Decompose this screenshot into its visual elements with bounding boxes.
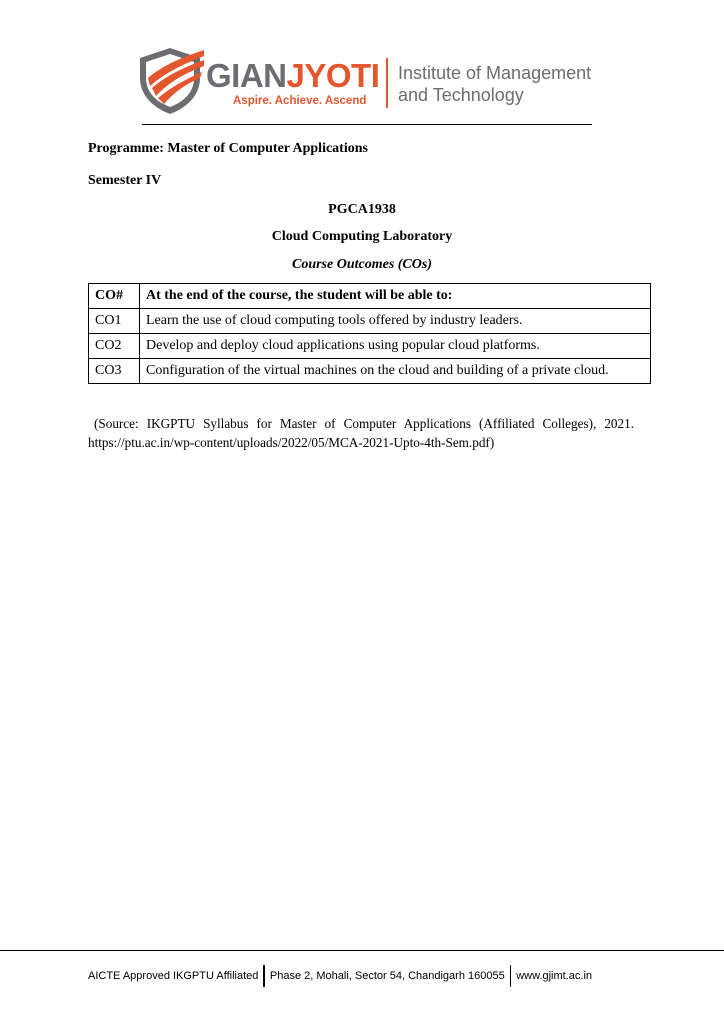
institute-name: [398, 62, 591, 106]
footer-affiliation: AICTE Approved IKGPTU Affiliated: [88, 970, 259, 982]
outcomes-title: Course Outcomes (COs): [291, 257, 432, 272]
logo-divider: [386, 58, 388, 108]
footer-address: Phase 2, Mohali, Sector 54, Chandigarh 160055: [269, 970, 505, 982]
co-text-cell: Learn the use of cloud computing tools offered by industry leaders.: [140, 309, 651, 334]
footer-rule: [0, 950, 724, 951]
table-header-cell: At the end of the course, the student will be able to:: [140, 284, 651, 309]
course-code: PGCA1938: [328, 202, 396, 217]
source-citation: [88, 414, 634, 452]
footer-separator: [510, 965, 512, 987]
table-row: [89, 359, 651, 384]
table-header-row: [89, 284, 651, 309]
institute-line-2: and Technology: [398, 85, 524, 105]
course-outcomes-table: [88, 283, 651, 384]
logo-wordmark: GIANJYOTI: [206, 57, 380, 94]
source-line-1: (Source: IKGPTU Syllabus for Master of Computer Applications (Affiliated Colleges), 2021.: [94, 416, 634, 431]
shield-logo-icon: [134, 44, 206, 116]
logo-tagline: Aspire. Achieve. Ascend: [233, 95, 367, 107]
table-header-cell: CO#: [89, 284, 140, 309]
table-row: [89, 309, 651, 334]
programme-heading: Programme: Master of Computer Applications: [88, 141, 368, 156]
footer-website: www.gjimt.ac.in: [516, 970, 593, 982]
header-rule: [142, 124, 592, 125]
source-url: https://ptu.ac.in/wp-content/uploads/2022/05/MCA-2021-Upto-4th-Sem.pdf): [88, 435, 495, 450]
page-footer: [88, 965, 592, 987]
course-title: Cloud Computing Laboratory: [271, 229, 453, 244]
co-id-cell: CO1: [89, 309, 140, 334]
co-text-cell: Configuration of the virtual machines on the cloud and building of a private cloud.: [140, 359, 651, 384]
footer-separator: [263, 965, 265, 987]
co-id-cell: CO3: [89, 359, 140, 384]
co-id-cell: CO2: [89, 334, 140, 359]
page-header: [0, 0, 724, 130]
semester-heading: Semester IV: [88, 173, 162, 188]
table-row: [89, 334, 651, 359]
institute-line-1: Institute of Management: [398, 63, 592, 83]
co-text-cell: Develop and deploy cloud applications using popular cloud platforms.: [140, 334, 651, 359]
